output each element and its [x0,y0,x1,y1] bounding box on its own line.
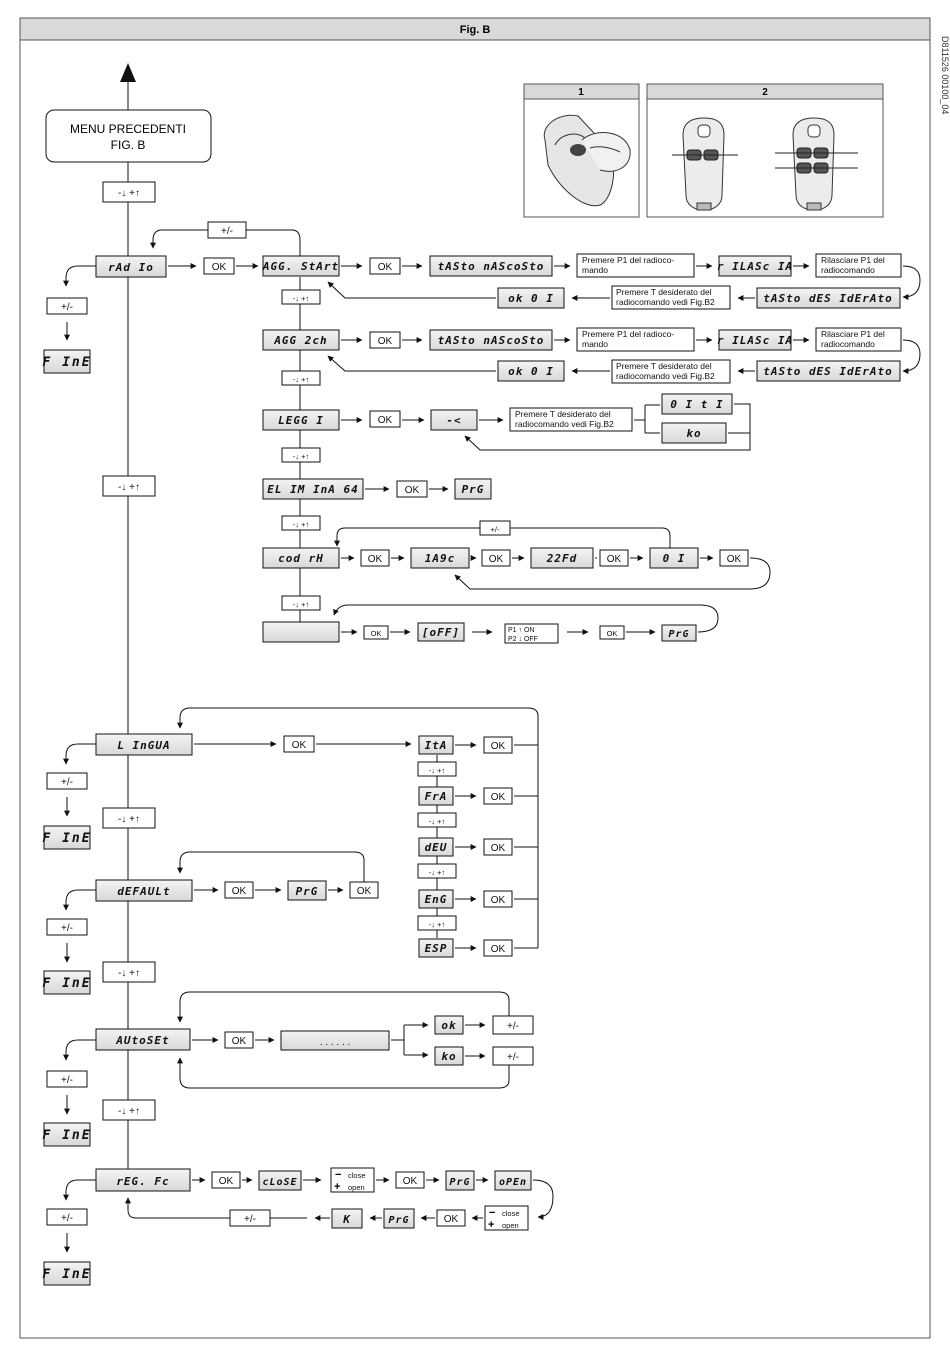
ok01-box [498,361,564,381]
nav-box[interactable] [418,916,456,930]
svg-text:-↓ +↑: -↓ +↑ [118,968,140,979]
svg-text:PrG: PrG [668,629,690,640]
svg-text:Premere T desiderato del: Premere T desiderato del [515,409,611,419]
panel-2-label: 2 [762,87,768,98]
svg-text:PrG: PrG [449,1177,471,1188]
ok-box[interactable] [350,882,378,898]
svg-text:-↓ +↑: -↓ +↑ [292,452,310,461]
svg-text:AGG. StArt: AGG. StArt [262,260,340,273]
fine-box[interactable] [42,350,91,373]
k-box [332,1209,362,1228]
premere-p1-note [577,328,694,351]
svg-text:OK: OK [490,792,506,803]
nav-box[interactable] [418,762,456,776]
svg-text:K: K [343,1213,351,1226]
figure-title: Fig. B [459,24,491,36]
svg-text:FrA: FrA [424,790,448,803]
svg-text:open: open [348,1183,365,1192]
svg-text:-<: -< [446,414,462,427]
ok-box[interactable] [284,736,314,752]
ok-box[interactable] [484,891,512,907]
svg-text:-↓ +↑: -↓ +↑ [292,600,310,609]
svg-text:OK: OK [291,740,307,751]
svg-text:1A9c: 1A9c [424,552,456,565]
svg-text:ItA: ItA [424,739,448,752]
leggi-box[interactable] [263,410,339,430]
fine-box[interactable] [42,971,91,994]
doc-code: D811526 00100_04 [940,36,950,115]
ok-box[interactable] [225,1032,253,1048]
prg-box [384,1209,414,1228]
svg-text:EnG: EnG [424,893,448,906]
svg-text:P2 ↓ OFF: P2 ↓ OFF [508,636,538,643]
svg-text:cod rH: cod rH [278,552,324,565]
nav-box[interactable] [103,962,155,982]
svg-text:OK: OK [443,1214,459,1225]
premere-t-note [612,360,730,383]
plusminus-box[interactable] [493,1016,533,1034]
fine-box[interactable] [42,826,91,849]
language-option[interactable] [419,736,453,754]
premere-t-note [510,408,632,431]
close-open-note [485,1206,528,1231]
ok01-box [498,288,564,308]
svg-text:r ILASc IA: r ILASc IA [716,260,794,273]
rilasciare-note [816,328,901,351]
tasto-desiderato-box [757,288,900,308]
ok-box[interactable] [484,839,512,855]
autoset-ko-box [435,1047,463,1065]
svg-text:ko: ko [441,1050,457,1063]
fine-box[interactable] [42,1262,91,1285]
ok-box[interactable] [364,626,388,639]
result-01-box [662,394,732,414]
svg-text:-↓ +↑: -↓ +↑ [118,482,140,493]
nav-box[interactable] [103,1100,155,1120]
svg-text:ok 0 I: ok 0 I [508,365,554,378]
svg-text:Premere T desiderato del: Premere T desiderato del [616,361,712,371]
default-menu[interactable] [96,880,192,901]
close-box [259,1171,301,1190]
svg-text:L InGUA: L InGUA [117,739,171,752]
svg-text:OK: OK [402,1176,418,1187]
menu-precedenti-line1: MENU PRECEDENTI [69,122,187,136]
ok-box[interactable] [484,940,512,956]
svg-text:F InE: F InE [42,831,92,846]
svg-text:OK: OK [377,415,393,426]
plusminus-box[interactable] [493,1047,533,1065]
svg-text:rAd Io: rAd Io [108,261,154,274]
prg-box [446,1171,474,1190]
svg-text:OK: OK [231,1036,247,1047]
svg-text:+/-: +/- [61,1213,73,1224]
svg-text:OK: OK [726,554,742,565]
svg-text:PrG: PrG [295,885,319,898]
result-ko-box [662,423,726,443]
svg-text:F InE: F InE [42,1267,92,1282]
nav-box[interactable] [282,516,320,530]
cod-rh-box[interactable] [263,548,339,568]
svg-text:tASto nAScoSto: tASto nAScoSto [437,334,545,347]
language-option[interactable] [419,838,453,856]
plusminus-box[interactable] [208,222,246,238]
svg-text:ok: ok [441,1019,457,1032]
svg-text:OK: OK [490,741,506,752]
svg-text:close: close [348,1171,366,1180]
ok-box[interactable] [720,550,748,566]
ok-box[interactable] [397,481,427,497]
svg-text:F InE: F InE [42,976,92,991]
code-1-box [411,548,469,568]
language-option[interactable] [419,939,453,957]
svg-text:−: − [489,1207,496,1219]
ok-box[interactable] [225,882,253,898]
ok-box[interactable] [204,258,234,274]
nav-box[interactable] [282,448,320,462]
svg-text:+/-: +/- [507,1021,519,1032]
tasto-nascosto-box [430,330,552,350]
plusminus-box[interactable] [480,521,510,535]
svg-text:ok 0 I: ok 0 I [508,292,554,305]
agg-2ch-box[interactable] [263,330,339,350]
p1-p2-note [505,624,558,643]
svg-text:tASto dES IdErAto: tASto dES IdErAto [763,292,893,305]
code-2-box [531,548,593,568]
svg-text:rEG. Fc: rEG. Fc [116,1175,170,1188]
svg-text:−: − [335,1169,342,1181]
svg-text:OK: OK [488,554,504,565]
close-open-note [331,1168,374,1193]
svg-text:AUtoSEt: AUtoSEt [116,1034,170,1047]
off-box [418,623,464,641]
svg-text:Premere T desiderato del: Premere T desiderato del [616,287,712,297]
svg-text:r ILASc IA: r ILASc IA [716,334,794,347]
up-arrow-icon [120,63,136,82]
svg-text:OK: OK [377,336,393,347]
menu-precedenti-box[interactable] [46,110,211,162]
svg-text:mando: mando [582,339,608,349]
svg-text:Rilasciare P1 del: Rilasciare P1 del [821,329,885,339]
svg-text:radiocomando vedi Fig.B2: radiocomando vedi Fig.B2 [616,371,715,381]
svg-text:Rilasciare P1 del: Rilasciare P1 del [821,255,885,265]
plusminus-box[interactable] [47,919,87,935]
svg-text:+/-: +/- [490,525,500,534]
ok-box[interactable] [361,550,389,566]
nav-box[interactable] [282,290,320,304]
svg-text:-↓ +↑: -↓ +↑ [118,814,140,825]
svg-text:0 I t I: 0 I t I [670,398,724,411]
svg-text:close: close [502,1209,520,1218]
svg-text:mando: mando [582,265,608,275]
svg-text:-↓ +↑: -↓ +↑ [292,375,310,384]
rilascia-box [717,256,793,276]
radio-menu[interactable] [96,256,166,277]
ok-box[interactable] [600,626,624,639]
ok-box[interactable] [437,1210,465,1226]
svg-text:F InE: F InE [42,1128,92,1143]
svg-text:-↓ +↑: -↓ +↑ [428,766,446,775]
autoset-ok-box [435,1016,463,1034]
svg-text:radiocomando: radiocomando [821,339,875,349]
premere-t-note [612,286,730,309]
svg-text:OK: OK [490,843,506,854]
photo-panel-2 [647,84,883,217]
nav-box[interactable] [418,864,456,878]
svg-text:OK: OK [356,886,372,897]
photo-panel-1 [524,84,639,217]
ok-box[interactable] [600,550,628,566]
svg-text:OK: OK [370,629,382,638]
svg-text:-↓ +↑: -↓ +↑ [428,868,446,877]
svg-text:OK: OK [490,895,506,906]
rilasciare-note [816,254,901,277]
svg-text:-↓ +↑: -↓ +↑ [118,1106,140,1117]
nav-box[interactable] [282,596,320,610]
prg-box [288,881,326,900]
svg-text:-↓ +↑: -↓ +↑ [428,817,446,826]
svg-text:EL IM InA 64: EL IM InA 64 [267,483,359,496]
panel-1-label: 1 [578,87,584,98]
ok-box[interactable] [484,737,512,753]
fine-box[interactable] [42,1123,91,1146]
svg-text:P1 ↑ ON: P1 ↑ ON [508,627,535,634]
autoset-progress-box [281,1031,389,1050]
svg-text:Premere P1 del radioco-: Premere P1 del radioco- [582,255,675,265]
plusminus-box[interactable] [47,1209,87,1225]
ok-box[interactable] [482,550,510,566]
svg-text:+/-: +/- [221,226,233,237]
svg-text:LEGG I: LEGG I [278,414,324,427]
lingua-menu[interactable] [96,734,192,755]
svg-text:tASto dES IdErAto: tASto dES IdErAto [763,365,893,378]
rilascia-box [717,330,793,350]
svg-text:PrG: PrG [388,1215,410,1226]
autoset-menu[interactable] [96,1029,190,1050]
plusminus-box[interactable] [230,1210,270,1226]
svg-text:OK: OK [606,554,622,565]
svg-text:+/-: +/- [61,777,73,788]
svg-text:radiocomando vedi Fig.B2: radiocomando vedi Fig.B2 [515,419,614,429]
svg-text:cLoSE: cLoSE [262,1177,298,1188]
svg-text:AGG 2ch: AGG 2ch [274,334,328,347]
svg-text:+: + [334,1181,341,1193]
svg-text:OK: OK [377,262,393,273]
tasto-desiderato-box [757,361,900,381]
plusminus-box[interactable] [47,1071,87,1087]
svg-text:tASto nAScoSto: tASto nAScoSto [437,260,545,273]
ok-box[interactable] [370,411,400,427]
svg-text:dEFAULt: dEFAULt [117,885,171,898]
open-box [495,1171,531,1190]
svg-text:F InE: F InE [42,355,92,370]
tasto-nascosto-box [430,256,552,276]
svg-text:0 I: 0 I [662,552,686,565]
svg-text:+: + [488,1219,495,1231]
nav-box[interactable] [418,813,456,827]
blank-lcd-box[interactable] [263,622,339,642]
svg-text:[oFF]: [oFF] [421,626,461,639]
ok-box[interactable] [484,788,512,804]
svg-text:oPEn: oPEn [498,1177,528,1188]
svg-text:radiocomando vedi Fig.B2: radiocomando vedi Fig.B2 [616,297,715,307]
nav-box[interactable] [103,808,155,828]
svg-text:open: open [502,1221,519,1230]
svg-text:OK: OK [218,1176,234,1187]
svg-text:OK: OK [367,554,383,565]
nav-box[interactable] [282,371,320,385]
svg-text:+/-: +/- [61,1075,73,1086]
svg-text:+/-: +/- [507,1052,519,1063]
ok-box[interactable] [396,1172,424,1188]
prg-box [662,625,696,641]
menu-precedenti-line2: FIG. B [110,138,146,152]
leggi-wait-box [431,410,477,430]
nav-box[interactable] [103,476,155,496]
svg-text:+/-: +/- [61,302,73,313]
svg-text:PrG: PrG [461,483,485,496]
code-3-box [650,548,698,568]
agg-start-box[interactable] [262,256,339,276]
svg-text:-↓ +↑: -↓ +↑ [292,520,310,529]
svg-text:OK: OK [231,886,247,897]
svg-text:-↓ +↑: -↓ +↑ [118,188,140,199]
svg-text:OK: OK [404,485,420,496]
language-option[interactable] [419,890,453,908]
plusminus-box[interactable] [47,298,87,314]
svg-text:+/-: +/- [244,1214,256,1225]
svg-text:ESP: ESP [424,942,448,955]
svg-text:Premere P1 del radioco-: Premere P1 del radioco- [582,329,675,339]
svg-text:-↓ +↑: -↓ +↑ [292,294,310,303]
language-option[interactable] [419,787,453,805]
svg-text:dEU: dEU [424,841,448,854]
svg-text:OK: OK [490,944,506,955]
svg-text:. . . . . .: . . . . . . [319,1037,351,1048]
svg-text:OK: OK [211,262,227,273]
plusminus-box[interactable] [47,773,87,789]
nav-box[interactable] [103,182,155,202]
svg-text:OK: OK [606,629,618,638]
premere-p1-note [577,254,694,277]
reg-fc-menu[interactable] [96,1169,190,1191]
svg-text:22Fd: 22Fd [546,552,578,565]
ok-box[interactable] [370,258,400,274]
svg-text:radiocomando: radiocomando [821,265,875,275]
elimina-box[interactable] [263,479,363,499]
ok-box[interactable] [212,1172,240,1188]
ok-box[interactable] [370,332,400,348]
svg-text:-↓ +↑: -↓ +↑ [428,920,446,929]
svg-text:+/-: +/- [61,923,73,934]
prg-box [455,479,491,499]
svg-text:ko: ko [686,427,702,440]
